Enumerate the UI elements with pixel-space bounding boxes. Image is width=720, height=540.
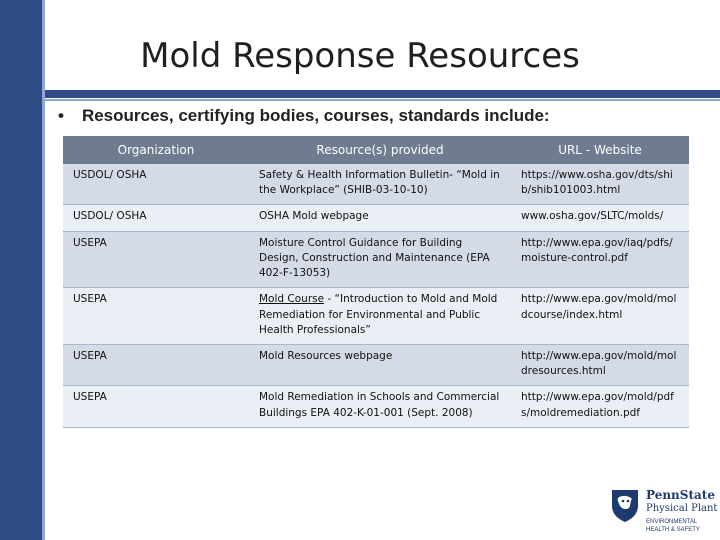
resources-table	[63, 136, 689, 428]
cell-resource: Safety & Health Information Bulletin- “Mold in the Workplace” (SHIB-03-10-10)	[249, 164, 511, 205]
header-resources: Resource(s) provided	[249, 136, 511, 164]
bullet-text: Resources, certifying bodies, courses, standards include:	[81, 106, 550, 125]
cell-url[interactable]: http://www.epa.gov/mold/moldresources.html	[511, 344, 689, 385]
title-divider-thin	[45, 99, 720, 101]
mold-course-link[interactable]: Mold Course	[259, 293, 325, 306]
table-row	[63, 231, 689, 288]
table-row	[63, 164, 689, 205]
cell-organization: USEPA	[63, 344, 249, 385]
cell-resource: Mold Resources webpage	[249, 344, 511, 385]
header-organization: Organization	[63, 136, 249, 164]
cell-resource: Moisture Control Guidance for Building Design, Construction and Maintenance (EPA 402-F-13053)	[249, 231, 511, 288]
cell-url[interactable]: http://www.epa.gov/mold/pdfs/moldremediation.pdf	[511, 386, 689, 427]
cell-url[interactable]: https://www.osha.gov/dts/shib/shib101003.html	[511, 164, 689, 205]
left-accent-bar	[0, 0, 42, 540]
table-header-row	[63, 136, 689, 164]
pennstate-logo	[608, 486, 720, 540]
cell-organization: USEPA	[63, 288, 249, 345]
cell-organization: USDOL/ OSHA	[63, 205, 249, 231]
cell-url[interactable]: www.osha.gov/SLTC/molds/	[511, 205, 689, 231]
table-row	[63, 386, 689, 427]
table-row	[63, 344, 689, 385]
header-url: URL - Website	[511, 136, 689, 164]
logo-unit: Physical Plant	[646, 503, 718, 514]
cell-resource: Mold Remediation in Schools and Commercial Buildings EPA 402-K-01-001 (Sept. 2008)	[249, 386, 511, 427]
cell-organization: USEPA	[63, 386, 249, 427]
bullet-point	[58, 106, 550, 126]
bullet-marker: •	[58, 106, 64, 125]
cell-organization: USDOL/ OSHA	[63, 164, 249, 205]
left-accent-stripe	[42, 0, 45, 540]
logo-dept: ENVIRONMENTAL HEALTH & SAFETY	[646, 519, 700, 533]
table-row	[63, 288, 689, 345]
cell-url[interactable]: http://www.epa.gov/mold/moldcourse/index.html	[511, 288, 689, 345]
cell-resource-text: - “Introduction to Mold and Mold Remediation for Environmental and Public Health Professionals”	[259, 293, 498, 336]
cell-url[interactable]: http://www.epa.gov/iaq/pdfs/moisture-control.pdf	[511, 231, 689, 288]
title-divider	[45, 90, 720, 98]
shield-icon	[610, 488, 640, 524]
cell-organization: USEPA	[63, 231, 249, 288]
logo-name: PennState	[646, 488, 715, 502]
page-title: Mold Response Resources	[140, 36, 580, 76]
table-row	[63, 205, 689, 231]
cell-resource	[249, 288, 511, 345]
cell-resource: OSHA Mold webpage	[249, 205, 511, 231]
